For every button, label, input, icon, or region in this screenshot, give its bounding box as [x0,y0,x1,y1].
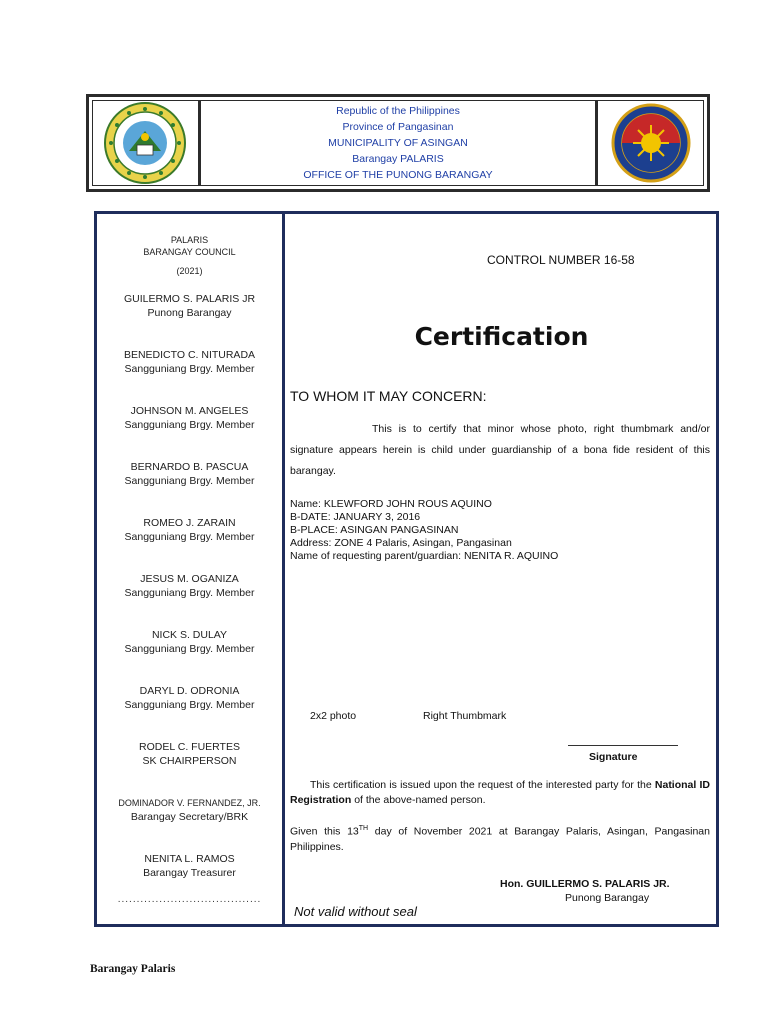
council-member [97,852,282,880]
signature-label: Signature [589,751,638,763]
member-role: Sangguniang Brgy. Member [124,587,255,599]
council-year: (2021) [176,266,203,276]
member-role: Barangay Treasurer [143,867,236,879]
council-member [97,404,282,432]
member-name: BENEDICTO C. NITURADA [123,349,256,361]
photo-label: 2x2 photo [310,710,357,722]
detail-birthdate: B-DATE: JANUARY 3, 2016 [290,511,421,523]
member-role: Sangguniang Brgy. Member [124,419,255,431]
council-member [97,348,282,376]
given-text-end: day of November 2021 at Barangay Palaris, Asingan, Pangasinan Philippines. [290,825,710,853]
salutation: TO WHOM IT MAY CONCERN: [290,388,487,404]
letterhead [86,94,710,192]
left-seal-cell [92,100,201,186]
council-member [97,684,282,712]
member-role: Barangay Secretary/BRK [130,811,249,823]
control-number: CONTROL NUMBER 16-58 [487,253,635,267]
header-line-republic: Republic of the Philippines [336,105,460,117]
member-name: JESUS M. OGANIZA [140,573,239,585]
bayan-ng-asingan-seal-icon [103,101,187,185]
member-name: GUILERMO S. PALARIS JR [123,293,256,305]
member-role: Punong Barangay [147,307,232,319]
council-heading [97,234,282,258]
council-member [97,292,282,320]
header-line-province: Province of Pangasinan [342,121,454,133]
member-role: SK CHAIRPERSON [142,755,237,767]
header-line-office: OFFICE OF THE PUNONG BARANGAY [303,169,493,181]
barangay-council-list [97,234,282,905]
header-line-municipality: MUNICIPALITY OF ASINGAN [328,137,468,149]
member-name: RODEL C. FUERTES [139,741,240,753]
certificate-content [287,214,716,924]
member-name: DARYL D. ODRONIA [139,685,240,697]
member-name: DOMINADOR V. FERNANDEZ, JR. [118,798,261,808]
member-role: Sangguniang Brgy. Member [124,475,255,487]
member-name: NENITA L. RAMOS [144,853,235,865]
certificate-frame [94,211,719,927]
council-member [97,516,282,544]
signature-line [568,745,678,746]
council-heading-line2: BARANGAY COUNCIL [143,247,236,257]
council-member [97,460,282,488]
council-member [97,796,282,824]
detail-address: Address: ZONE 4 Palaris, Asingan, Pangasinan [290,537,512,549]
detail-birthplace: B-PLACE: ASINGAN PANGASINAN [290,524,459,536]
purpose-bold: National ID Registration [290,779,710,806]
purpose-paragraph [290,778,710,808]
purpose-text-start: This certification is issued upon the request of the interested party for the [310,779,652,791]
member-name: JOHNSON M. ANGELES [130,405,249,417]
signatory-title: Punong Barangay [565,892,650,904]
philippine-municipal-seal-icon [611,103,691,183]
signatory-name: Hon. GUILLERMO S. PALARIS JR. [500,878,670,890]
detail-guardian: Name of requesting parent/guardian: NENITA R. AQUINO [290,550,559,562]
council-member [97,572,282,600]
detail-name: Name: KLEWFORD JOHN ROUS AQUINO [290,498,492,510]
member-role: Sangguniang Brgy. Member [124,531,255,543]
council-heading-line1: PALARIS [170,235,209,245]
member-name: ROMEO J. ZARAIN [143,517,236,529]
certification-paragraph: This is to certify that minor whose photo, right thumbmark and/or signature appears herein is child under guardianship of a bona fide resident of this barangay. [290,423,710,477]
council-member [97,740,282,768]
thumbmark-label: Right Thumbmark [423,710,507,722]
member-role: Sangguniang Brgy. Member [124,363,255,375]
member-name: NICK S. DULAY [151,629,228,641]
member-name: BERNARDO B. PASCUA [130,461,249,473]
given-paragraph [290,821,710,855]
column-divider [282,214,285,924]
person-details [290,498,558,563]
not-valid-note: Not valid without seal [294,904,417,919]
certificate-title: Certification [414,322,589,351]
given-superscript: TH [358,825,369,832]
header-line-barangay: Barangay PALARIS [352,153,444,165]
right-seal-cell [595,100,704,186]
letterhead-text [201,103,595,183]
member-role: Sangguniang Brgy. Member [124,699,255,711]
council-member [97,628,282,656]
purpose-text-end: of the above-named person. [354,794,486,806]
council-dots: ...................................... [117,894,262,905]
footer-text: Barangay Palaris [90,963,176,975]
member-role: Sangguniang Brgy. Member [124,643,255,655]
given-text-start: Given this 13 [290,825,359,838]
